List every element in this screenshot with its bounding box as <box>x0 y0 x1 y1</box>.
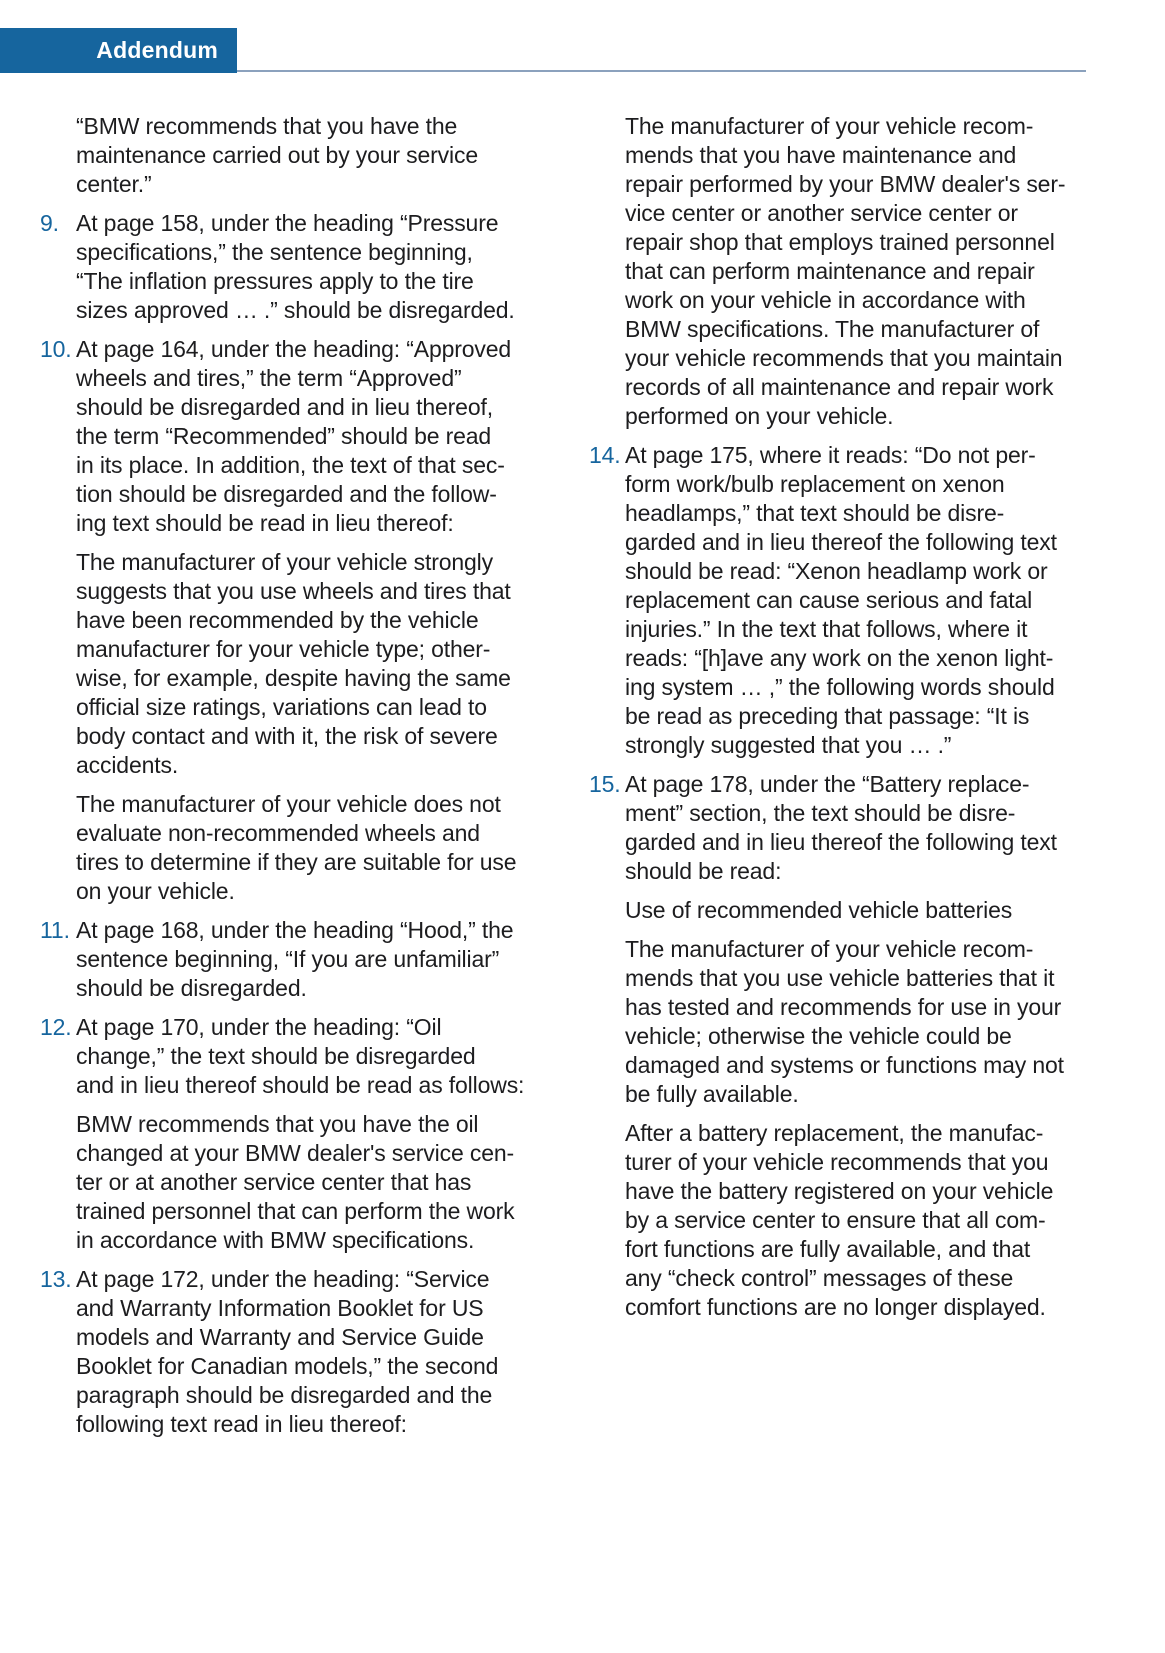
list-item <box>589 770 1106 1332</box>
list-item <box>40 209 557 335</box>
item-number: 15. <box>589 771 621 797</box>
item-paragraph: At page 175, where it reads: “Do not per- form work/bulb replacement on xenon headlamps,” that text should be disre- garded and in lieu thereof the following text should be read: “Xenon headlamp work or replacement can cause serious and fatal injuries.” In the text that follows, where it reads: “[h]ave any work on the xenon light- ing system … ,” the following words should be read as preceding that passage: “It is strongly suggested that you … .” <box>625 442 1057 758</box>
item-paragraph: The manufacturer of your vehicle recom- mends that you use vehicle batteries that it has tested and recommends for use in your vehicle; otherwise the vehicle could be damaged and systems or functions may not be fully available. <box>625 936 1064 1107</box>
item-number: 9. <box>40 210 59 236</box>
list-item <box>40 335 557 916</box>
item-number: 12. <box>40 1014 72 1040</box>
item-body <box>76 1265 557 1449</box>
item-number: 11. <box>40 917 70 943</box>
item-paragraph: At page 170, under the heading: “Oil change,” the text should be disregarded and in lieu thereof should be read as follows: <box>76 1014 525 1098</box>
item-body <box>76 916 557 1013</box>
list-item <box>40 1013 557 1265</box>
header-rule <box>237 70 1086 72</box>
section-tab: Addendum <box>0 28 237 73</box>
text-columns <box>40 112 1106 1449</box>
item-paragraph: The manufacturer of your vehicle strongly suggests that you use wheels and tires that have been recommended by the vehicle manufacturer for your vehicle type; other- wise, for example, despite having the same official size ratings, variations can lead to body contact and with it, the risk of severe accidents. <box>76 549 511 778</box>
item-paragraph: At page 158, under the heading “Pressure specifications,” the sentence beginning, “The inflation pressures apply to the tire sizes approved … .” should be disregarded. <box>76 210 515 323</box>
item-paragraph: At page 164, under the heading: “Approved wheels and tires,” the term “Approved” should be disregarded and in lieu thereof, the term “Recommended” should be read in its place. In addition, the text of that sec- tion should be disregarded and the follow- ing text should be read in lieu thereof: <box>76 336 512 536</box>
item-paragraph: At page 168, under the heading “Hood,” the sentence beginning, “If you are unfamiliar” should be disregarded. <box>76 917 514 1001</box>
item-paragraph: At page 172, under the heading: “Service and Warranty Information Booklet for US models and Warranty and Service Guide Booklet for Canadian models,” the second paragraph should be disregarded and the following text read in lieu thereof: <box>76 1266 499 1437</box>
left-column <box>40 112 557 1449</box>
item-body <box>76 335 557 916</box>
right-column <box>589 112 1106 1449</box>
item-number: 13. <box>40 1266 72 1292</box>
list-item <box>40 916 557 1013</box>
item-number: 10. <box>40 336 72 362</box>
list-item <box>589 441 1106 770</box>
item-paragraph: After a battery replacement, the manufac- turer of your vehicle recommends that you have the battery registered on your vehicle by a service center to ensure that all com- fort functions are fully available, and that any “check control” messages of these comfort functions are no longer displayed. <box>625 1120 1054 1320</box>
item-paragraph: At page 178, under the “Battery replace- ment” section, the text should be disre- garded and in lieu thereof the following text should be read: <box>625 771 1057 884</box>
item-body <box>625 770 1106 1332</box>
item-paragraph: BMW recommends that you have the oil changed at your BMW dealer's service cen- ter or at another service center that has trained personnel that can perform the work in accordance with BMW specifications. <box>76 1111 515 1253</box>
item-paragraph: Use of recommended vehicle batteries <box>625 897 1013 923</box>
item-body <box>76 1013 557 1265</box>
item-paragraph: The manufacturer of your vehicle does not evaluate non-recommended wheels and tires to determine if they are suitable for use on your vehicle. <box>76 791 517 904</box>
list-item <box>40 1265 557 1449</box>
item-body <box>76 209 557 335</box>
item-number: 14. <box>589 442 621 468</box>
item-body <box>625 441 1106 770</box>
continuation-paragraph: “BMW recommends that you have the maintenance carried out by your service center.” <box>76 113 478 197</box>
continuation-paragraph: The manufacturer of your vehicle recom- mends that you have maintenance and repair performed by your BMW dealer's ser- vice center or another service center or repair shop that employs trained personnel that can perform maintenance and repair work on your vehicle in accordance with BMW specifications. The manufacturer of your vehicle recommends that you maintain records of all maintenance and repair work performed on your vehicle. <box>625 113 1066 429</box>
